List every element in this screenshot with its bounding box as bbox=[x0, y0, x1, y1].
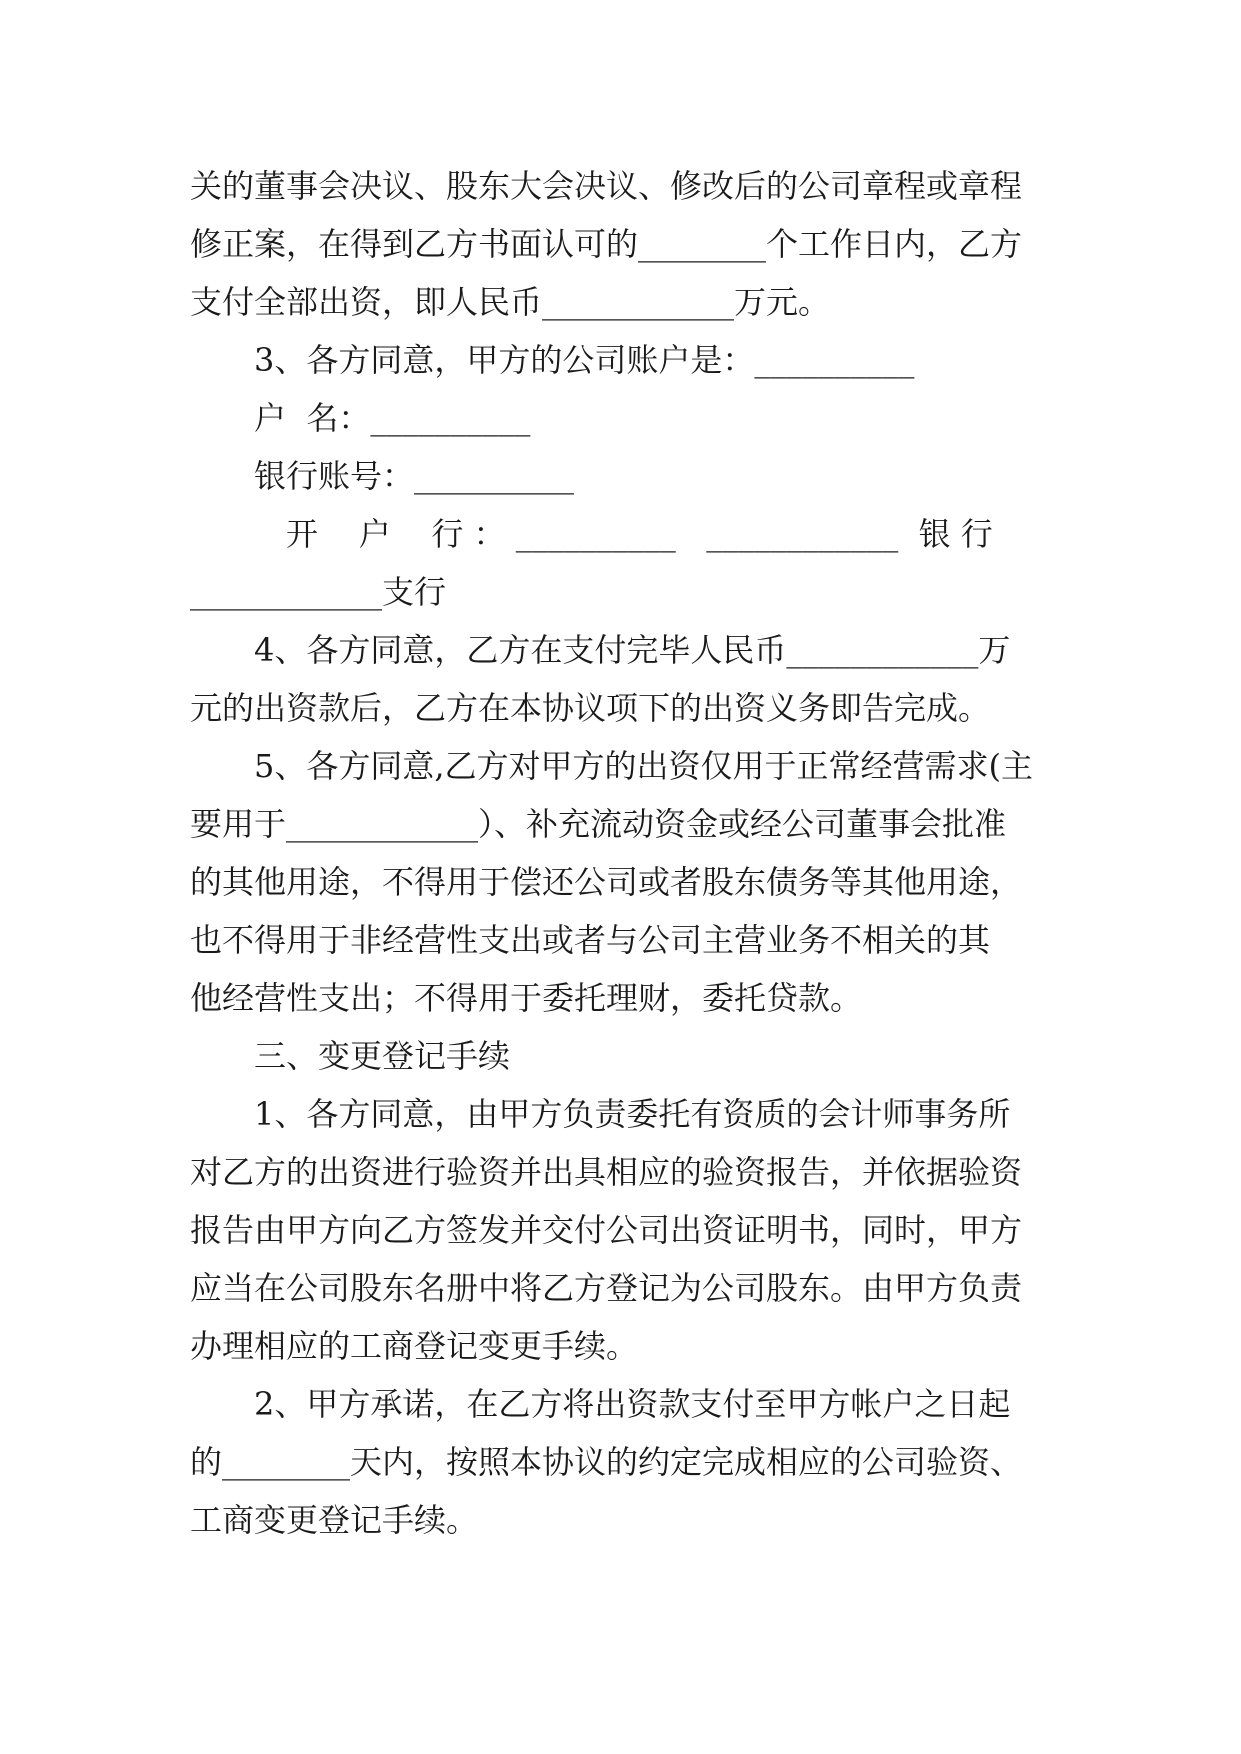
text-line: 开 户 行 ： __________ ____________ 银 行 bbox=[286, 515, 993, 553]
text-line: 工商变更登记手续。 bbox=[190, 1501, 479, 1539]
text-line: 支付全部出资，即人民币____________万元。 bbox=[190, 283, 831, 321]
text-line: 应当在公司股东名册中将乙方登记为公司股东。由甲方负责 bbox=[190, 1269, 1023, 1307]
text-line: 5、各方同意,乙方对甲方的出资仅用于正常经营需求(主 bbox=[254, 747, 1034, 785]
text-line: 元的出资款后，乙方在本协议项下的出资义务即告完成。 bbox=[190, 689, 991, 727]
text-line: ____________支行 bbox=[190, 573, 447, 611]
text-line: 的________天内，按照本协议的约定完成相应的公司验资、 bbox=[190, 1443, 1023, 1481]
text-line: 对乙方的出资进行验资并出具相应的验资报告，并依据验资 bbox=[190, 1153, 1023, 1191]
text-line: 银行账号：__________ bbox=[254, 457, 575, 495]
text-line: 2、甲方承诺，在乙方将出资款支付至甲方帐户之日起 bbox=[254, 1385, 1011, 1423]
text-line: 户 名：__________ bbox=[254, 399, 531, 437]
text-line: 1、各方同意，由甲方负责委托有资质的会计师事务所 bbox=[254, 1095, 1011, 1133]
text-line: 3、各方同意，甲方的公司账户是：__________ bbox=[254, 341, 915, 379]
text-line: 要用于____________）、补充流动资金或经公司董事会批准 bbox=[190, 805, 1007, 843]
text-line: 的其他用途，不得用于偿还公司或者股东债务等其他用途， bbox=[190, 863, 1023, 901]
text-line: 办理相应的工商登记变更手续。 bbox=[190, 1327, 639, 1365]
text-line: 报告由甲方向乙方签发并交付公司出资证明书，同时，甲方 bbox=[190, 1211, 1023, 1249]
section-heading: 三、变更登记手续 bbox=[254, 1037, 511, 1075]
text-line: 修正案，在得到乙方书面认可的________个工作日内，乙方 bbox=[190, 225, 1023, 263]
document-body bbox=[190, 157, 1050, 1549]
text-line: 他经营性支出；不得用于委托理财，委托贷款。 bbox=[190, 979, 863, 1017]
text-line: 关的董事会决议、股东大会决议、修改后的公司章程或章程 bbox=[190, 167, 1023, 205]
text-line: 也不得用于非经营性支出或者与公司主营业务不相关的其 bbox=[190, 921, 991, 959]
text-line: 4、各方同意，乙方在支付完毕人民币____________万 bbox=[254, 631, 1011, 669]
